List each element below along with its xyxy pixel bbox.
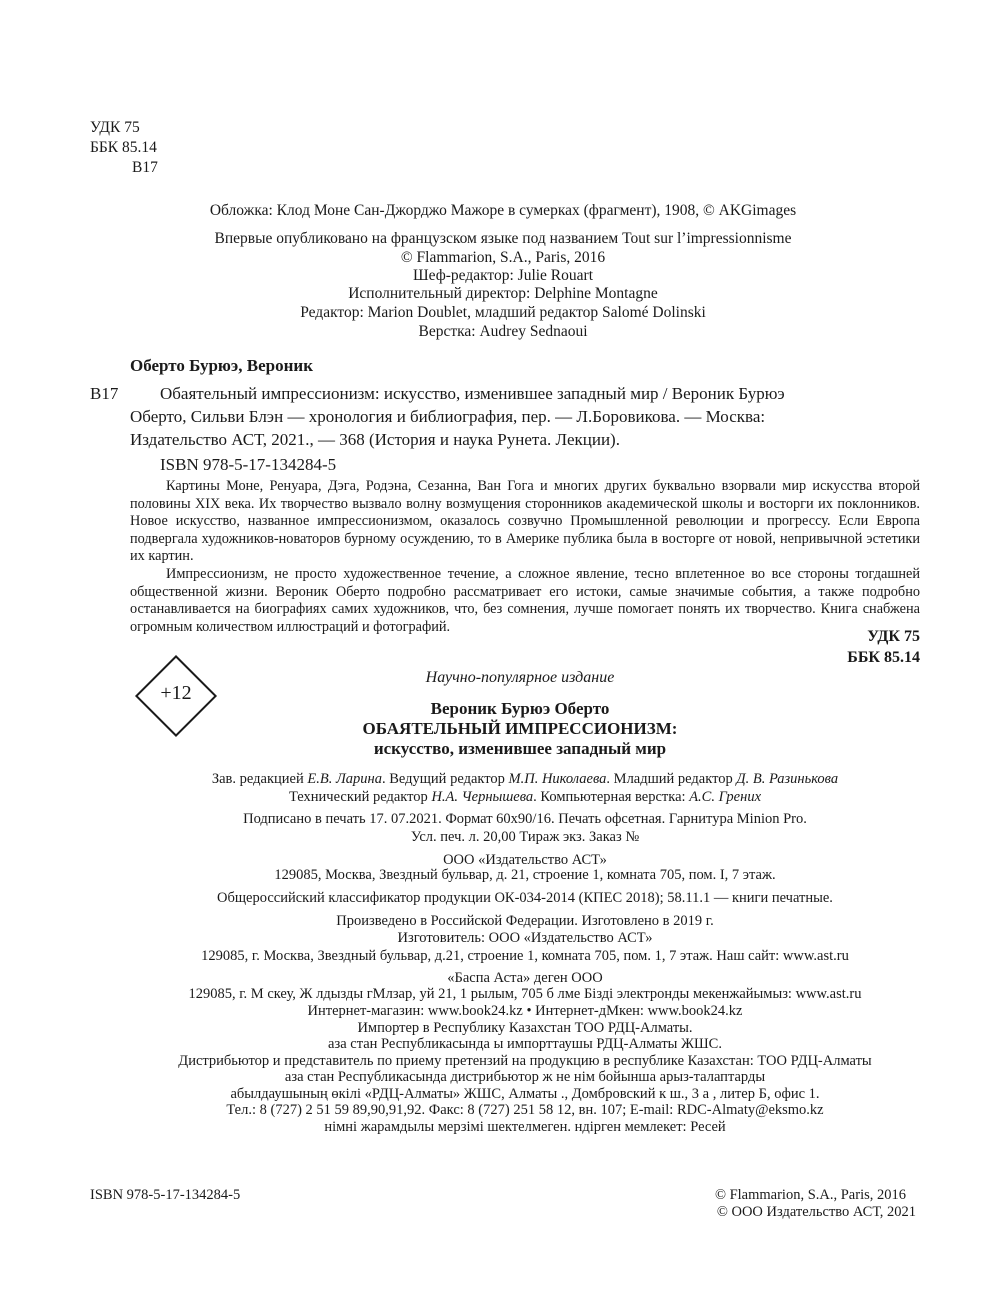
footer-copyright-flammarion: © Flammarion, S.A., Paris, 2016: [714, 1187, 906, 1203]
manufacturer: Изготовитель: ООО «Издательство АСТ»: [397, 930, 653, 946]
staff-line-2: [60, 788, 986, 806]
bbk-code: ББК 85.14: [90, 139, 157, 156]
catalog-code: В17: [90, 384, 119, 403]
annotation-paragraph-2: Импрессионизм, не просто художественное течение, а сложное явление, тесно вплетенное во все стороны тогдашней общественной жизни. Вероник Оберто подробно рассматривает его истоки, самые значимые события, а также подробно останавливается на биографиях самих художников, что, без сомнения, лучше помогает понять их творчество. Книга снабжена огромным количеством иллюстраций и фотографий.: [130, 565, 920, 635]
shelf-life: німні жарамдылы мерзімі шектелмеген. ндірген мемлекет: Ресей: [324, 1119, 726, 1135]
book-title: ОБАЯТЕЛЬНЫЙ ИМПРЕССИОНИЗМ:: [362, 719, 678, 738]
catalog-line-2: Оберто, Сильви Блэн — хронология и библиография, пер. — Л.Боровикова. — Москва:: [130, 407, 766, 426]
staff-label: . Компьютерная верстка:: [533, 789, 690, 805]
catalog-isbn: ISBN 978-5-17-134284-5: [160, 455, 337, 474]
importer-kz: аза стан Республикасында ы импорттаушы РДЦ-Алматы ЖШС.: [328, 1036, 722, 1052]
book-subtitle: искусство, изменившее западный мир: [373, 739, 667, 758]
original-title-credit: Впервые опубликовано на французском языке под названием Tout sur l’impressionnisme: [214, 230, 792, 247]
footer-copyright-ast: © ООО Издательство АСТ, 2021: [716, 1204, 916, 1220]
distributor-address: абылдаушының өкілі «РДЦ-Алматы» ЖШС, Алматы ., Домбровский к ш., 3 а , литер Б, офис 1.: [230, 1086, 820, 1102]
kz-publisher-name: «Баспа Аста» деген ООО: [447, 970, 603, 986]
production-info: Произведено в Российской Федерации. Изготовлено в 2019 г.: [336, 913, 714, 929]
importer: Импортер в Республику Казахстан ТОО РДЦ-Алматы.: [357, 1020, 693, 1036]
product-classifier: Общероссийский классификатор продукции ОК-034-2014 (КПЕС 2018); 58.11.1 — книги печатные.: [217, 890, 833, 906]
staff-name: Д. В. Разинькова: [736, 771, 839, 787]
udk-right: УДК 75: [867, 628, 920, 645]
cover-credit: Обложка: Клод Моне Сан-Джорджо Мажоре в сумерках (фрагмент), 1908, © AKGimages: [209, 202, 797, 219]
staff-name: Е.В. Ларина: [307, 771, 382, 787]
publisher-address: 129085, Москва, Звездный бульвар, д. 21, строение 1, комната 705, пом. I, 7 этаж.: [274, 867, 776, 883]
bbk-right: ББК 85.14: [847, 649, 920, 666]
annotation-paragraph-1: Картины Моне, Ренуара, Дэга, Родэна, Сезанна, Ван Гога и многих других буквально взорвали мир искусства второй половины XIX века. Их творчество вызвало волну возмущения сторонников академической школы и восторги их поклонников. Новое искусство, названное импрессионизмом, оказалось созвучно Промышленной революции и прогрессу. Если Европа подвергала художников-новаторов бурному осуждению, то в Америке публика была в восторге от новой, непривычной эстетики их картин.: [130, 478, 920, 565]
catalog-line-3: Издательство АСТ, 2021., — 368 (История и наука Рунета. Лекции).: [130, 430, 620, 449]
udk-code: УДК 75: [90, 119, 140, 136]
staff-name: Н.А. Чернышева: [431, 789, 534, 805]
staff-name: М.П. Николаева: [508, 771, 607, 787]
author-mark: В17: [132, 159, 158, 176]
executive-director: Исполнительный директор: Delphine Montagne: [348, 285, 658, 302]
staff-line-1: [60, 770, 986, 788]
editor-credit: Редактор: Marion Doublet, младший редактор Salomé Dolinski: [300, 304, 706, 321]
edition-type: Научно-популярное издание: [425, 669, 615, 686]
layout-credit: Верстка: Audrey Sednaoui: [418, 323, 588, 340]
distributor-kz: аза стан Республикасында дистрибьютор ж не нім бойынша арыз-талаптарды: [284, 1069, 766, 1085]
book-author: Вероник Бурюэ Оберто: [430, 699, 610, 718]
contacts: Тел.: 8 (727) 2 51 59 89,90,91,92. Факс: 8 (727) 251 58 12, вн. 107; E-mail: RDC-Almaty@eksmo.kz: [226, 1102, 824, 1118]
kz-publisher-address: 129085, г. М скеу, Ж лдызды гМлзар, уй 21, 1 рылым, 705 б лме Бізді электронды мекенжайымыз: www.ast.ru: [188, 986, 862, 1002]
online-shop: Интернет-магазин: www.book24.kz • Интернет-дМкен: www.book24.kz: [307, 1003, 743, 1019]
manufacturer-address: 129085, г. Москва, Звездный бульвар, д.21, строение 1, комната 705, пом. 1, 7 этаж. Наш сайт: www.ast.ru: [201, 948, 849, 964]
age-rating: +12: [160, 682, 192, 704]
print-run: Усл. печ. л. 20,00 Тираж экз. Заказ №: [410, 829, 640, 845]
original-copyright: © Flammarion, S.A., Paris, 2016: [400, 249, 606, 266]
chief-editor: Шеф-редактор: Julie Rouart: [412, 267, 593, 284]
catalog-line-1: Обаятельный импрессионизм: искусство, изменившее западный мир / Вероник Бурюэ: [160, 384, 785, 403]
distributor: Дистрибьютор и представитель по приему претензий на продукцию в республике Казахстан: ТОО РДЦ-Алматы: [178, 1053, 872, 1069]
publisher-name: ООО «Издательство АСТ»: [443, 852, 607, 868]
catalog-author: Оберто Бурюэ, Вероник: [130, 356, 313, 375]
annotation: [130, 478, 920, 636]
staff-label: Зав. редакцией: [211, 771, 308, 787]
staff-label: . Ведущий редактор: [381, 771, 509, 787]
staff-label: . Младший редактор: [606, 771, 737, 787]
footer-isbn: ISBN 978-5-17-134284-5: [90, 1187, 241, 1203]
staff-name: А.С. Грених: [689, 789, 762, 805]
print-details: Подписано в печать 17. 07.2021. Формат 60х90/16. Печать офсетная. Гарнитура Minion Pro.: [243, 811, 807, 827]
staff-label: Технический редактор: [288, 789, 432, 805]
